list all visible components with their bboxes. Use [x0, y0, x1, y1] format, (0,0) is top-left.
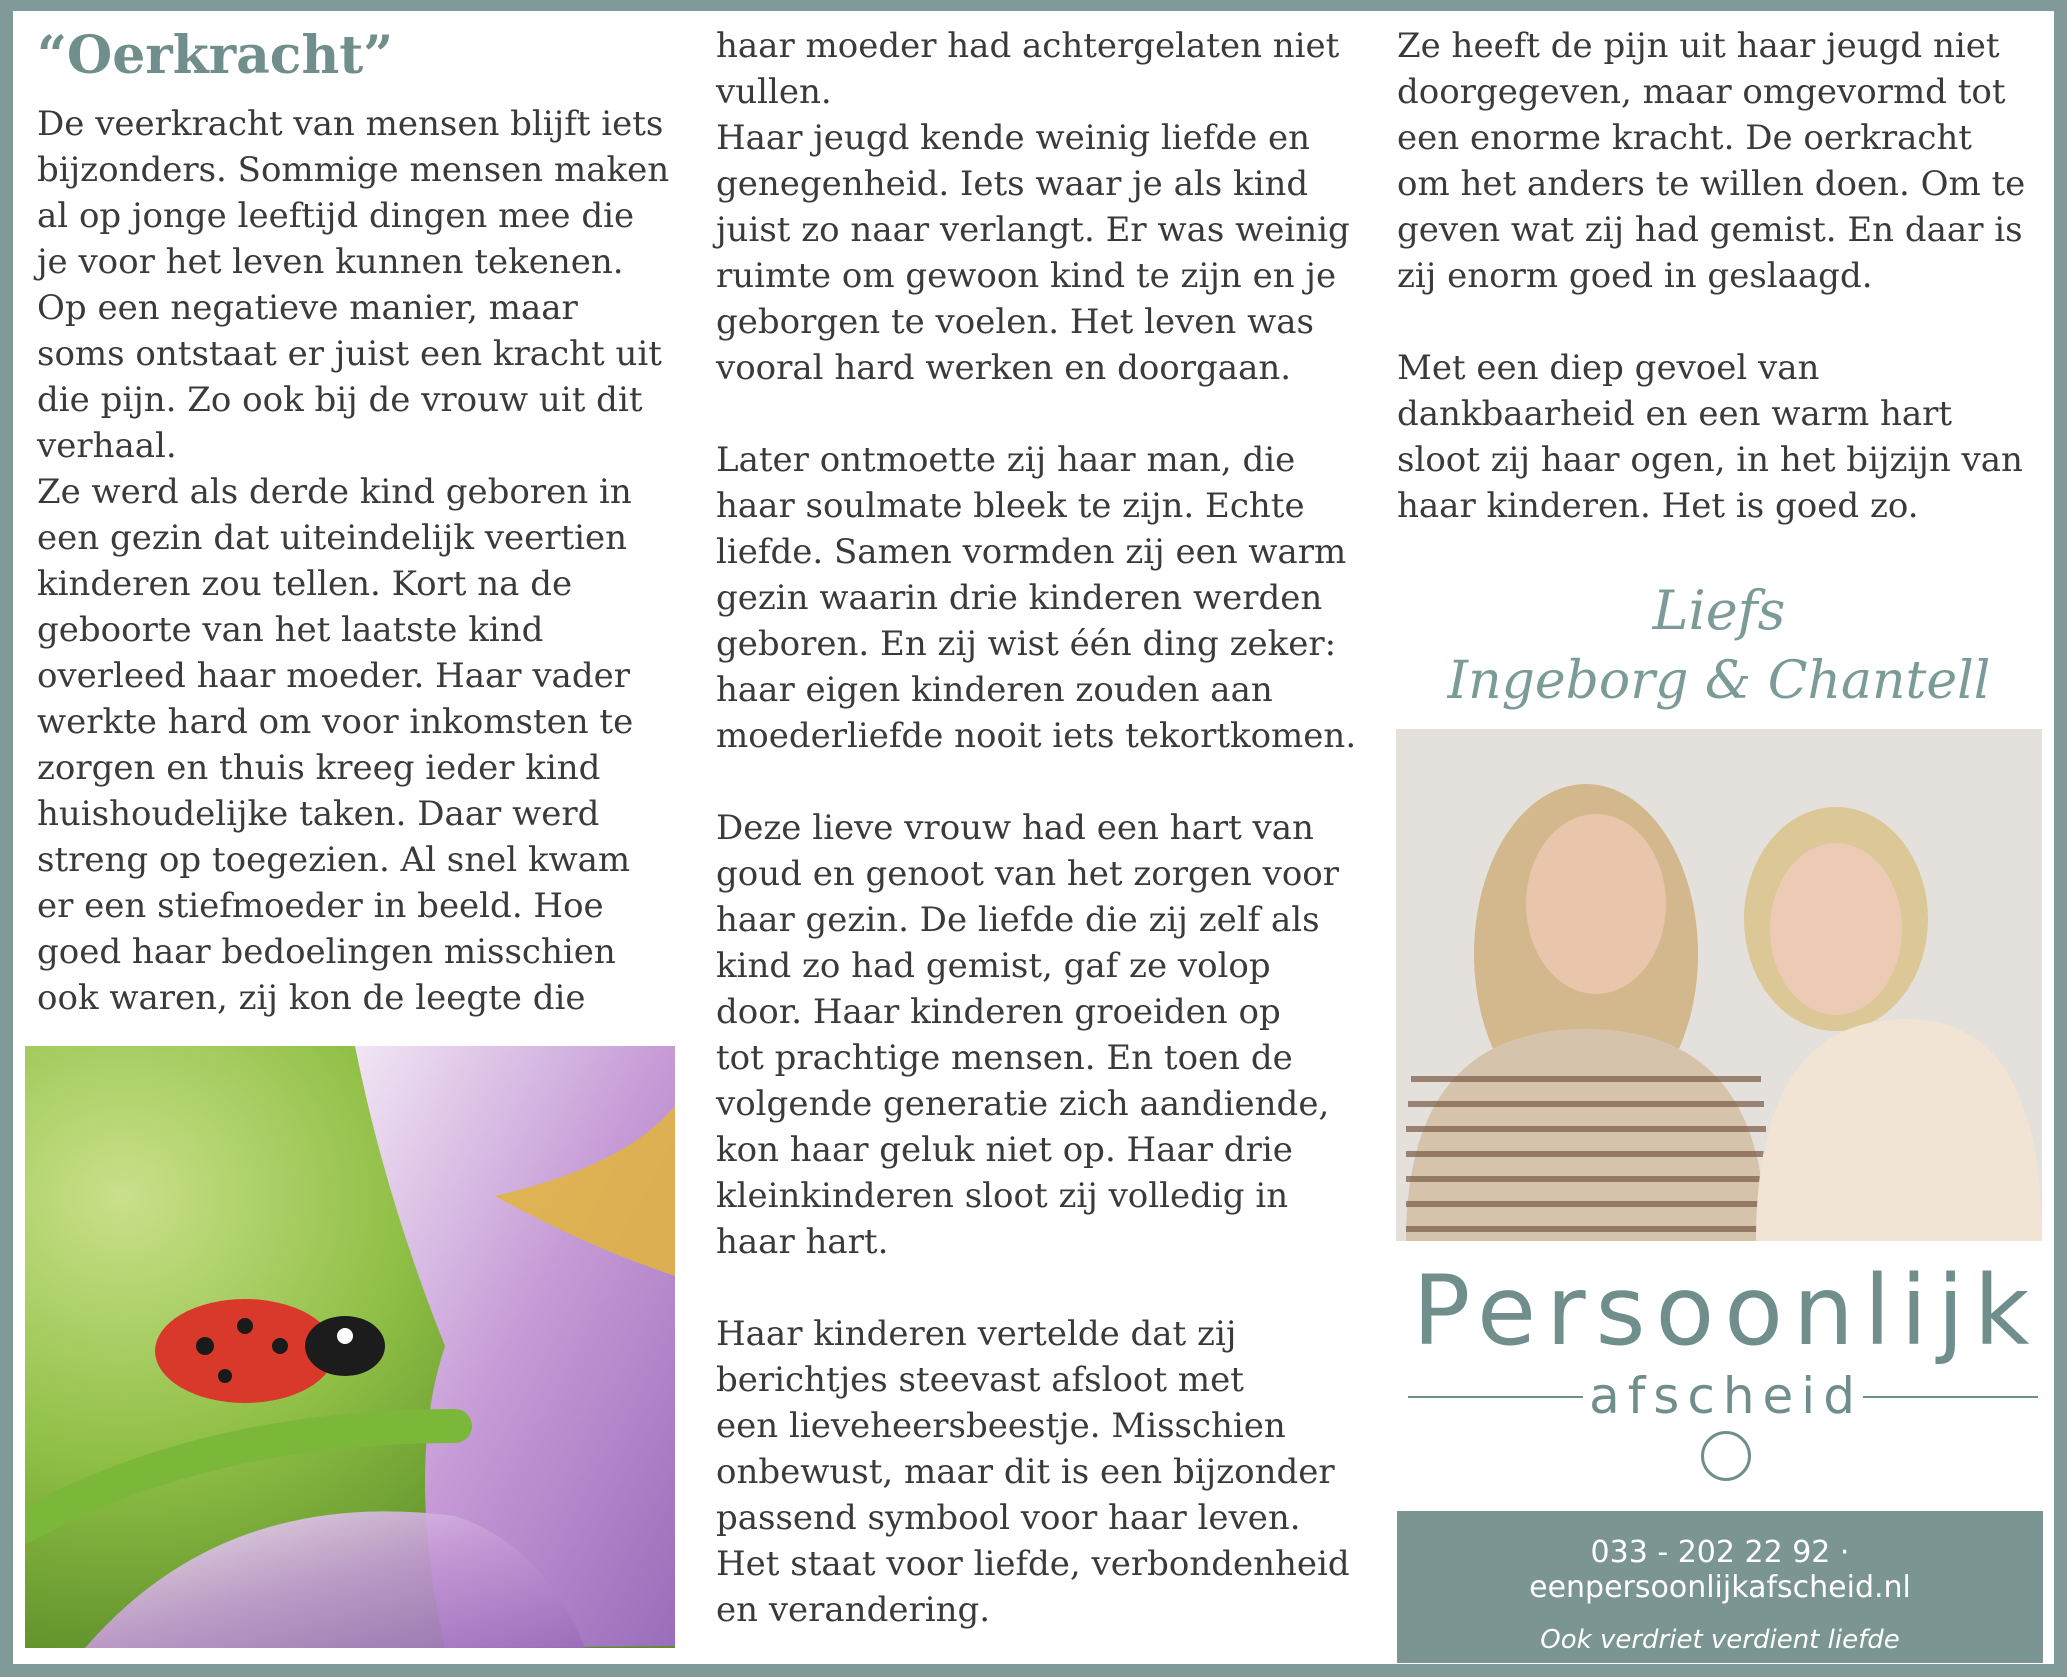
article-column-2: [716, 23, 1376, 1633]
brand-logo: [1396, 1256, 2054, 1426]
column3-paragraph-1: Ze heeft de pijn uit haar jeugd niet doorgegeven, maar omgevormd tot een enorme kracht. De oerkracht om het anders te willen doen. Om te geven wat zij had gemist. En daar is zij enorm goed in geslaagd.: [1397, 26, 2026, 296]
tagline: Ook verdriet verdient liefde: [1540, 1625, 1900, 1655]
article-column-1: [37, 101, 697, 1021]
signature-greeting: Liefs: [1652, 579, 1786, 642]
column2-paragraph-4: Haar kinderen vertelde dat zij berichtjes steevast afsloot met een lieveheersbeestje. Misschien onbewust, maar dit is een bijzonder passend symbool voor haar leven. Het staat voor liefde, verbondenheid en verandering.: [716, 1314, 1350, 1630]
column2-paragraph-3: Deze lieve vrouw had een hart van goud en genoot van het zorgen voor haar gezin. De liefde die zij zelf als kind zo had gemist, gaf ze volop door. Haar kinderen groeiden op tot prachtige mensen. En toen de volgende generatie zich aandiende, kon haar geluk niet op. Haar drie kleinkinderen sloot zij volledig in haar hart.: [716, 808, 1340, 1262]
brand-mark-icon: [1701, 1431, 1751, 1481]
contact-footer: [1397, 1511, 2043, 1663]
column2-paragraph-2: Later ontmoette zij haar man, die haar soulmate bleek te zijn. Echte liefde. Samen vormden zij een warm gezin waarin drie kinderen werden geboren. En zij wist één ding zeker: haar eigen kinderen zouden aan moederliefde nooit iets tekortkomen.: [716, 440, 1357, 756]
brand-divider-right: [1863, 1396, 2038, 1398]
signature-names: Ingeborg & Chantell: [1447, 651, 1991, 711]
brand-divider-left: [1408, 1396, 1583, 1398]
article-title: “Oerkracht”: [37, 25, 394, 86]
portrait-photo: [1396, 729, 2042, 1241]
advertorial-page: [13, 11, 2054, 1664]
ladybug-photo: [25, 1046, 675, 1648]
column3-paragraph-2: Met een diep gevoel van dankbaarheid en een warm hart sloot zij haar ogen, in het bijzijn van haar kinderen. Het is goed zo.: [1397, 348, 2023, 526]
brand-subtitle: afscheid: [1589, 1367, 1863, 1425]
contact-info: 033 - 202 22 92 · eenpersoonlijkafscheid.nl: [1529, 1535, 1911, 1605]
column2-paragraph-1: haar moeder had achtergelaten niet vullen. Haar jeugd kende weinig liefde en genegenheid. Iets waar je als kind juist zo naar verlangt. Er was weinig ruimte om gewoon kind te zijn en je geborgen te voelen. Het leven was vooral hard werken en doorgaan.: [716, 26, 1350, 388]
article-column-3: [1397, 23, 2037, 529]
brand-name: Persoonlijk: [1412, 1255, 2040, 1367]
column1-text: De veerkracht van mensen blijft iets bijzonders. Sommige mensen maken al op jonge leeftijd dingen mee die je voor het leven kunnen tekenen. Op een negatieve manier, maar soms ontstaat er juist een kracht uit die pijn. Zo ook bij de vrouw uit dit verhaal. Ze werd als derde kind geboren in een gezin dat uiteindelijk veertien kinderen zou tellen. Kort na de geboorte van het laatste kind overleed haar moeder. Haar vader werkte hard om voor inkomsten te zorgen en thuis kreeg ieder kind huishoudelijke taken. Daar werd streng op toegezien. Al snel kwam er een stiefmoeder in beeld. Hoe goed haar bedoelingen misschien ook waren, zij kon de leegte die: [37, 104, 670, 1018]
